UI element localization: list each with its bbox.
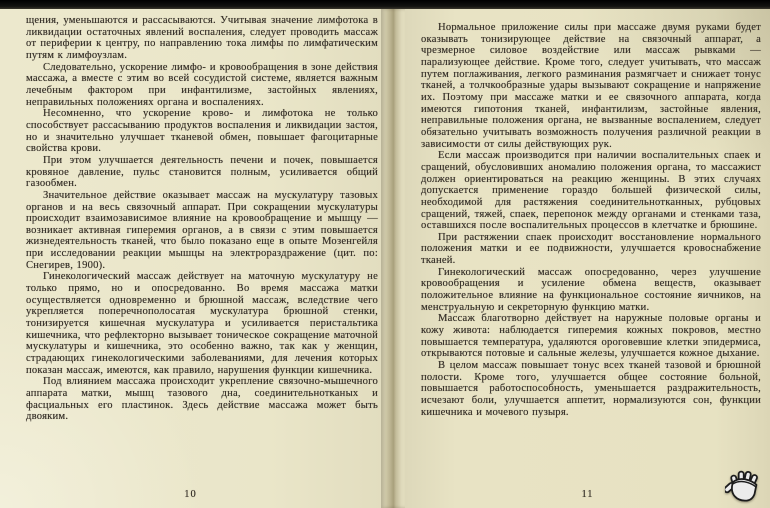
book-spread[interactable] xyxy=(0,9,770,508)
grab-hand-icon xyxy=(725,466,763,506)
page-right-text xyxy=(421,22,761,418)
paragraph: щения, уменьшаются и рассасываются. Учитывая значение лимфотока в ликвидации остаточных явлений воспаления, следует проводить массаж от периферии к центру, по направлению тока лимфы по лимфатическим путям к лимфоузлам. xyxy=(26,15,378,61)
paragraph: Несомненно, что ускорение крово- и лимфотока не только способствует рассасыванию продуктов воспаления и ликвидации застоя, но и значительно улучшает тканевой обмен, повышает фагоцитарные свойства крови. xyxy=(26,108,378,155)
paragraph: При этом улучшается деятельность печени и почек, повышается кровяное давление, пульс становится полным, усиливается общий газообмен. xyxy=(26,154,378,190)
page-left-text xyxy=(26,15,378,423)
page-right[interactable] xyxy=(405,9,770,508)
book-gutter xyxy=(381,9,405,508)
paragraph: При растяжении спаек происходит восстановление нормального положения матки и ее подвижности, улучшается кровоснабжение тканей. xyxy=(421,231,761,267)
page-number-left: 10 xyxy=(184,489,197,500)
page-number-right: 11 xyxy=(581,489,594,500)
paragraph: Массаж благотворно действует на наружные половые органы и кожу живота: наблюдается гиперемия кожных покровов, местно повышается температура, удаляются ороговевшие клетки эпидермиса, открываются потовые и сальные железы, улучшается кожное дыхание. xyxy=(421,313,761,360)
paragraph: Следовательно, ускорение лимфо- и кровообращения в зоне действия массажа, а вместе с этим во всей сосудистой системе, является важным лечебным фактором при инфантилизме, застойных явлениях, неправильных положениях органа и воспалениях. xyxy=(26,61,378,108)
paragraph: Гинекологический массаж опосредованно, через улучшение кровообращения и усиление обмена веществ, оказывает положительное влияние на функциональное состояние яичников, на менструальную и секреторную функцию матки. xyxy=(421,266,761,313)
paragraph: Нормальное приложение силы при массаже двумя руками будет оказывать тонизирующее действие на связочный аппарат, а чрезмерное силовое воздействие или массаж рывками — парализующее действие. Кроме того, следует учитывать, что массаж путем поглаживания, легкого разминания размягчает и снижает тонус тканей, а толчкообразные удары вызывают сокращение и напряжение их. Поэтому при массаже матки и ее связочного аппарата, когда имеются гипотония тканей, инфантилизм, застойные явления, неправильные положения органа, не вызванные воспалением, следует обязательно учитывать возможность получения различной реакции в зависимости от силы действующих рук. xyxy=(421,22,761,150)
page-left[interactable] xyxy=(0,9,381,508)
paragraph: Значительное действие оказывает массаж на мускулатуру тазовых органов и на весь связочный аппарат. При сокращении мускулатуры происходит взаимозависимое влияние на кровообращение и мышцу — возникает активная гиперемия органов, а в связи с этим повышается жизнедеятельность тканей, что было показано еще в опыте Мозенгейля при исследовании реакции мышцы на электрораздражение (цит. по: Снегирев, 1900). xyxy=(26,189,378,271)
paragraph: В целом массаж повышает тонус всех тканей тазовой и брюшной полости. Кроме того, улучшается общее состояние больной, повышается работоспособность, уменьшается раздражительность, исчезают боли, улучшается аппетит, нормализуются сон, функции кишечника и мочевого пузыря. xyxy=(421,360,761,418)
paragraph: Гинекологический массаж действует на маточную мускулатуру не только прямо, но и опосредованно. Во время массажа матки осуществляется одновременно и брюшной массаж, вследствие чего укрепляется поперечнополосатая мускулатура брюшной стенки, тонизируется кишечная мускулатура и усиливается перистальтика кишечника, что рефлекторно вызывает тоническое сокращение маточной мускулатуры и кишечника, это особенно важно, так как у женщин, страдающих гинекологическими заболеваниями, для лечения которых показан массаж, имеются, как правило, нарушения функции кишечника. xyxy=(26,271,378,376)
scan-top-edge xyxy=(0,0,770,9)
paragraph: Если массаж производится при наличии воспалительных спаек и сращений, обусловивших аномалию положения органа, то массажист должен ориентироваться на реакцию женщины. В этих случаях допускается применение гораздо большей физической силы, необходимой для растяжения соединительнотканных, рубцовых сращений, тяжей, спаек, перепонок между органами и стенками таза, оставшихся после воспалительных процессов в клетчатке и брюшине. xyxy=(421,150,761,232)
paragraph: Под влиянием массажа происходит укрепление связочно-мышечного аппарата матки, мышц тазового дна, соединительнотканых и фасциальных его пластинок. Здесь действие массажа может быть двояким. xyxy=(26,376,378,423)
